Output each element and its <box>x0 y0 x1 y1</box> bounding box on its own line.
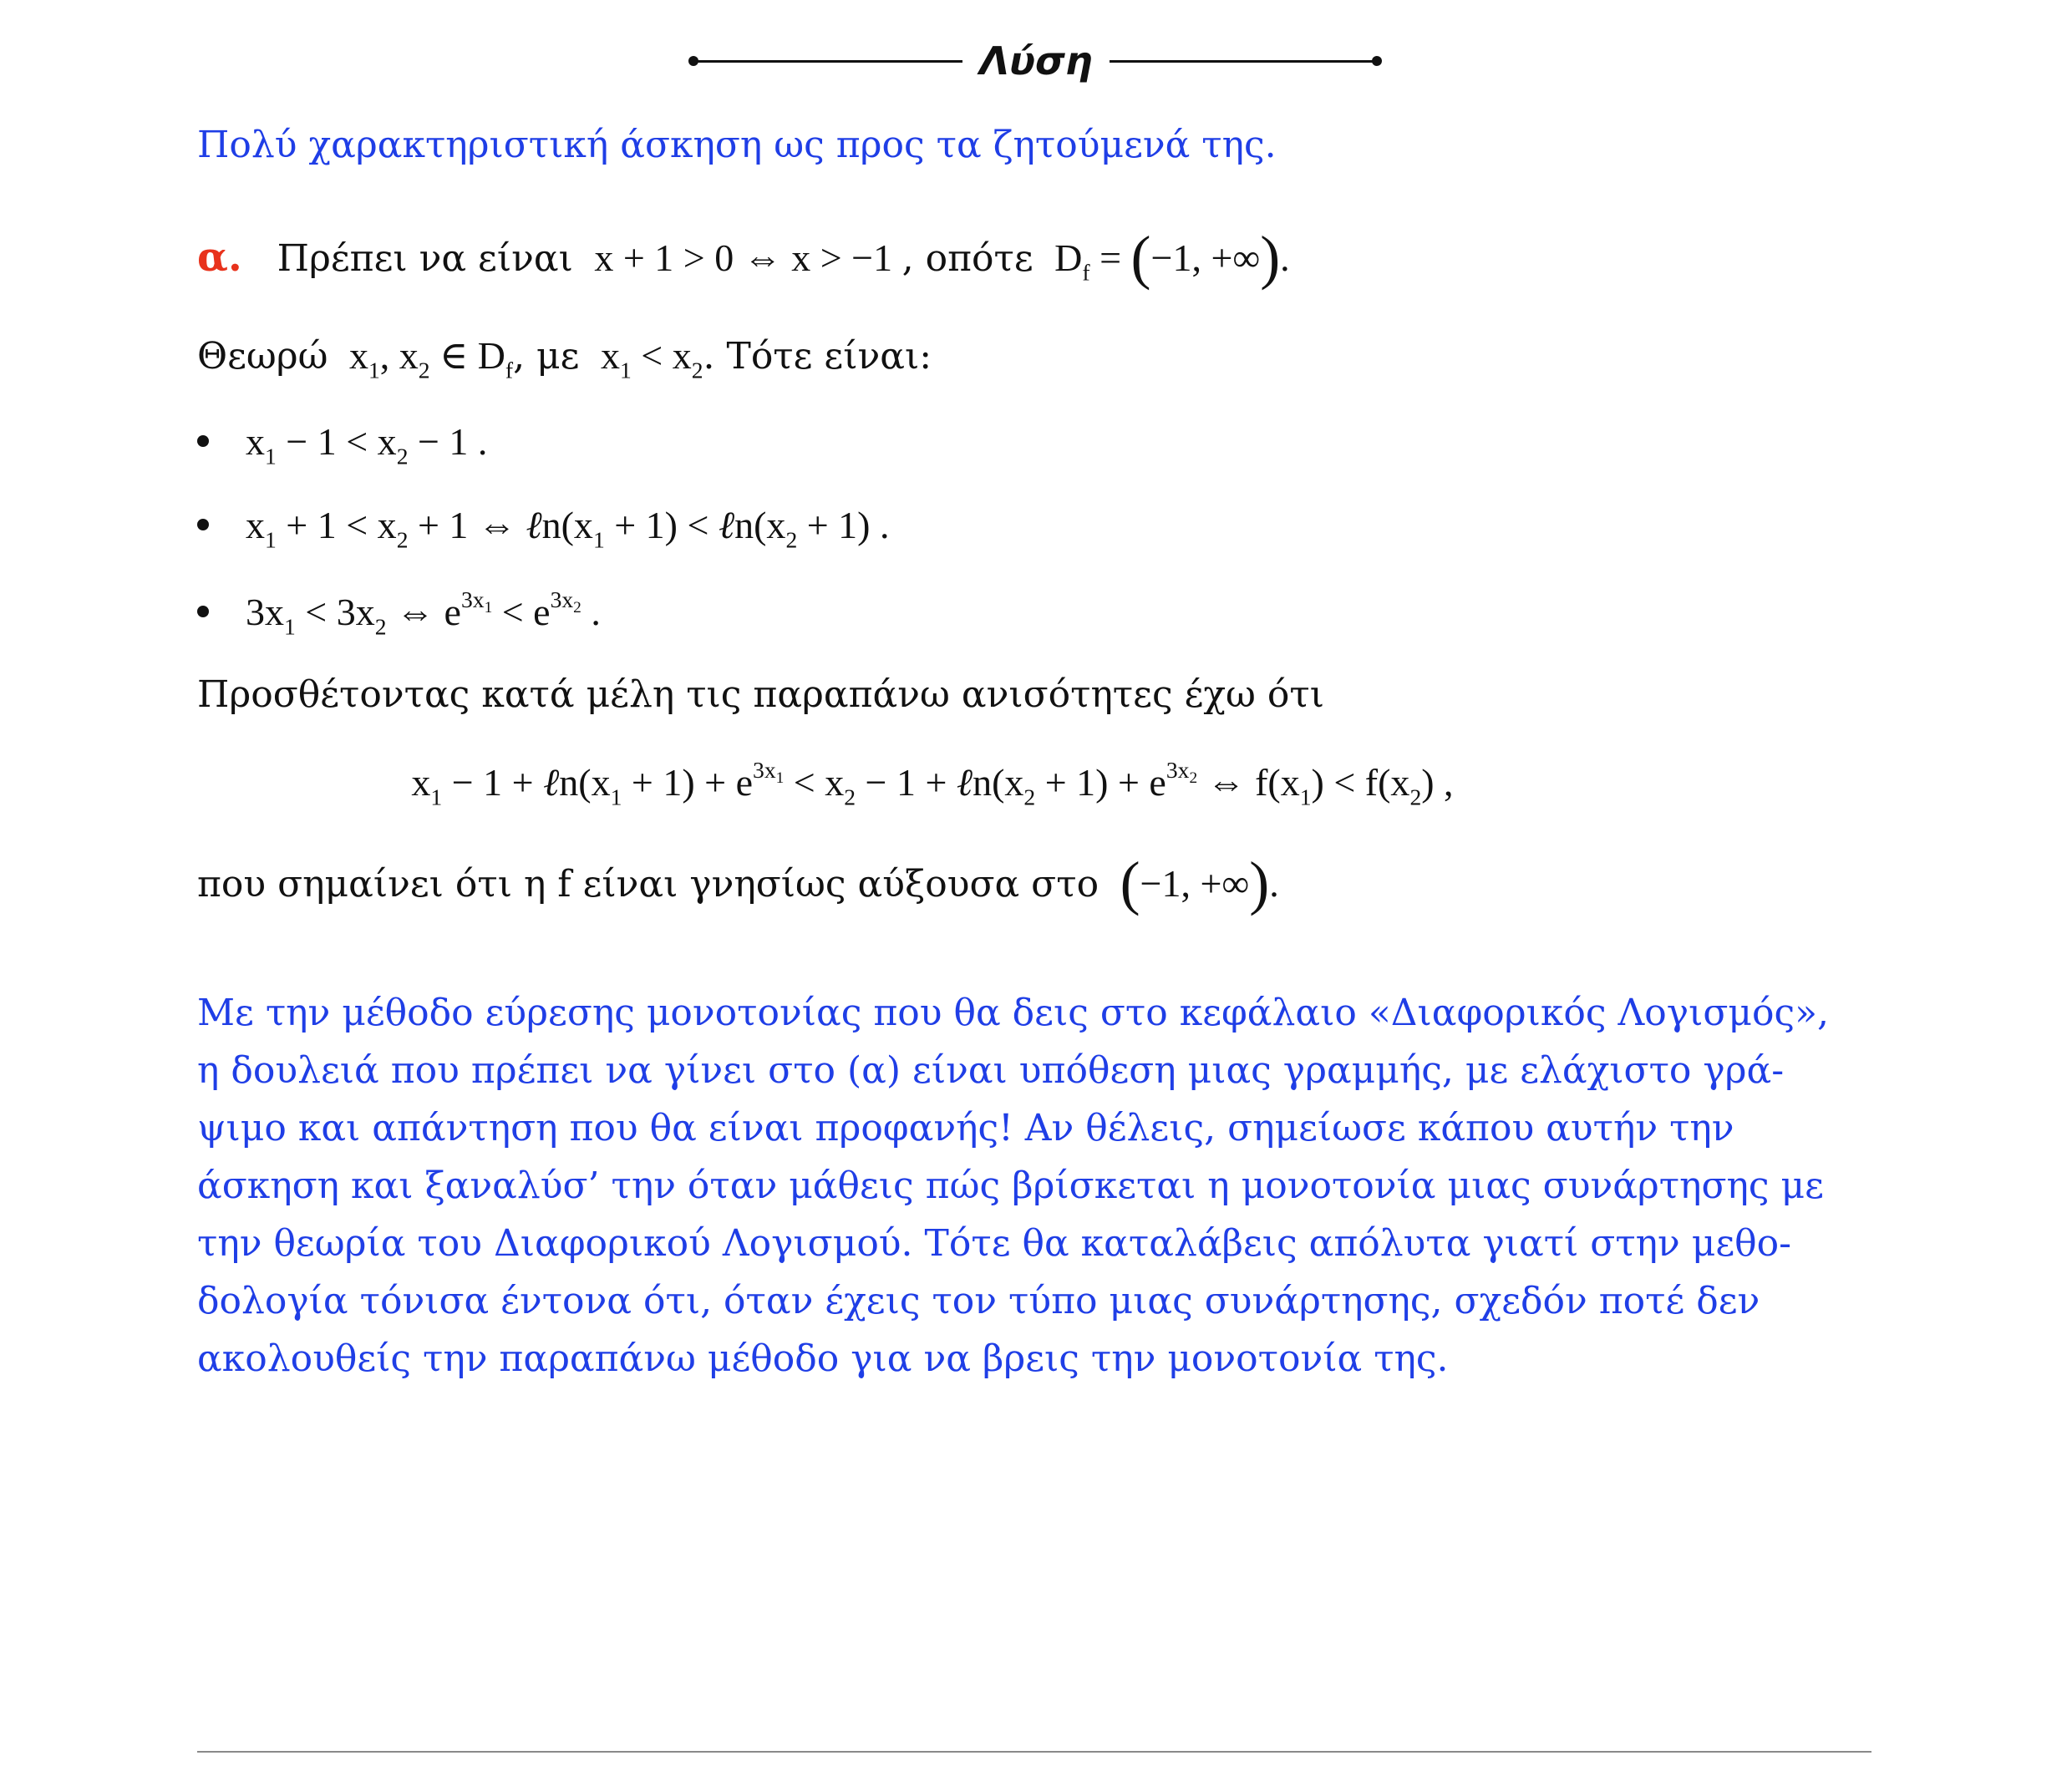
inequality-log: $x_1 + 1 < x_2 + 1$ ⇔ $\ell n(x_1 + 1)$ < $\ell n(x_2 + 1)$ . <box>246 504 890 553</box>
sum-text: Προσθέτοντας κατά μέλη τις παραπάνω ανισότητες έχω ότι <box>197 673 1324 716</box>
part-a-text-4: , με <box>513 335 580 378</box>
domain-formula: $D_f = (-1$, +∞). <box>1044 224 1290 291</box>
part-a-text-2: , οπότε <box>901 237 1033 280</box>
x1-x2-in-domain-formula: $x_1$, $x_2$ ∈ $D_f$ <box>339 334 514 383</box>
intro-text: Πολύ χαρακτηριστική άσκηση ως προς τα ζητούμενά της. <box>197 124 1277 166</box>
note-paragraph <box>197 984 1902 1388</box>
bullet-icon <box>197 519 209 530</box>
bullet-item-3 <box>197 586 601 640</box>
interval-formula: (−1, +∞). <box>1120 850 1279 916</box>
inequality-linear: $x_1 - 1 < x_2 - 1$ . <box>246 420 488 469</box>
conclusion-text: που σημαίνει ότι η f είναι γνησίως αύξουσα στο <box>197 863 1099 906</box>
bullet-item-2 <box>197 501 890 553</box>
note-line: ακολουθείς την παραπάνω μέθοδο για να βρεις την μονοτονία της. <box>197 1337 1449 1380</box>
section-header <box>685 32 1387 90</box>
part-a-text-1: Πρέπει να είναι <box>277 237 573 280</box>
bullet-icon <box>197 435 209 447</box>
footer-rule <box>197 1751 1871 1753</box>
note-line: άσκηση και ξαναλύσ’ την όταν μάθεις πώς βρίσκεται η μονοτονία μιας συνάρτησης με <box>197 1164 1824 1207</box>
note-line: η δουλειά που πρέπει να γίνει στο (α) είναι υπόθεση μιας γραμμής, με ελάχιστο γρά- <box>197 1049 1785 1092</box>
note-line: την θεωρία του Διαφορικού Λογισμού. Τότε θα καταλάβεις απόλυτα γιατί στην μεθο- <box>197 1222 1792 1265</box>
part-a-line-1 <box>197 224 1290 291</box>
conclusion-line <box>197 850 1279 916</box>
bullet-item-1 <box>197 418 488 469</box>
bullet-icon <box>197 606 209 617</box>
part-a-line-2 <box>197 332 932 383</box>
section-title: Λύση <box>979 38 1093 84</box>
sum-inequality-formula: $x_1 - 1$ + $\ell n(x_1 + 1) + e^{3x_1} < x_2 - 1$ + $\ell n(x_2 + 1) + e^{3x_2}$ ⇔ $f(x_1) < f(x_2)$ , <box>411 757 1454 810</box>
part-a-text-5: . Τότε είναι: <box>703 335 932 378</box>
note-line: ψιμο και απάντηση που θα είναι προφανής! Αν θέλεις, σημείωσε κάπου αυτήν την <box>197 1107 1734 1149</box>
header-rule-right-dot <box>1372 56 1382 66</box>
domain-condition-formula: x + 1 > 0 ⇔ x > −1 <box>584 236 902 279</box>
inequality-exponential: $3x_1 < 3x_2$ ⇔ $e^{3x_1} < e^{3x_2}$ . <box>246 586 601 640</box>
note-line: δολογία τόνισα έντονα ότι, όταν έχεις τον τύπο μιας συνάρτησης, σχεδόν ποτέ δεν <box>197 1280 1760 1322</box>
note-line: Με την μέθοδο εύρεσης μονοτονίας που θα δεις στο κεφάλαιο «Διαφορικός Λογισμός», <box>197 992 1830 1034</box>
part-a-text-3: Θεωρώ <box>197 335 328 378</box>
part-a-label: α. <box>197 234 242 281</box>
x1-less-x2-formula: $x_1 < x_2$ <box>591 334 703 383</box>
header-rule-right <box>1110 60 1375 63</box>
header-rule-left <box>697 60 962 63</box>
